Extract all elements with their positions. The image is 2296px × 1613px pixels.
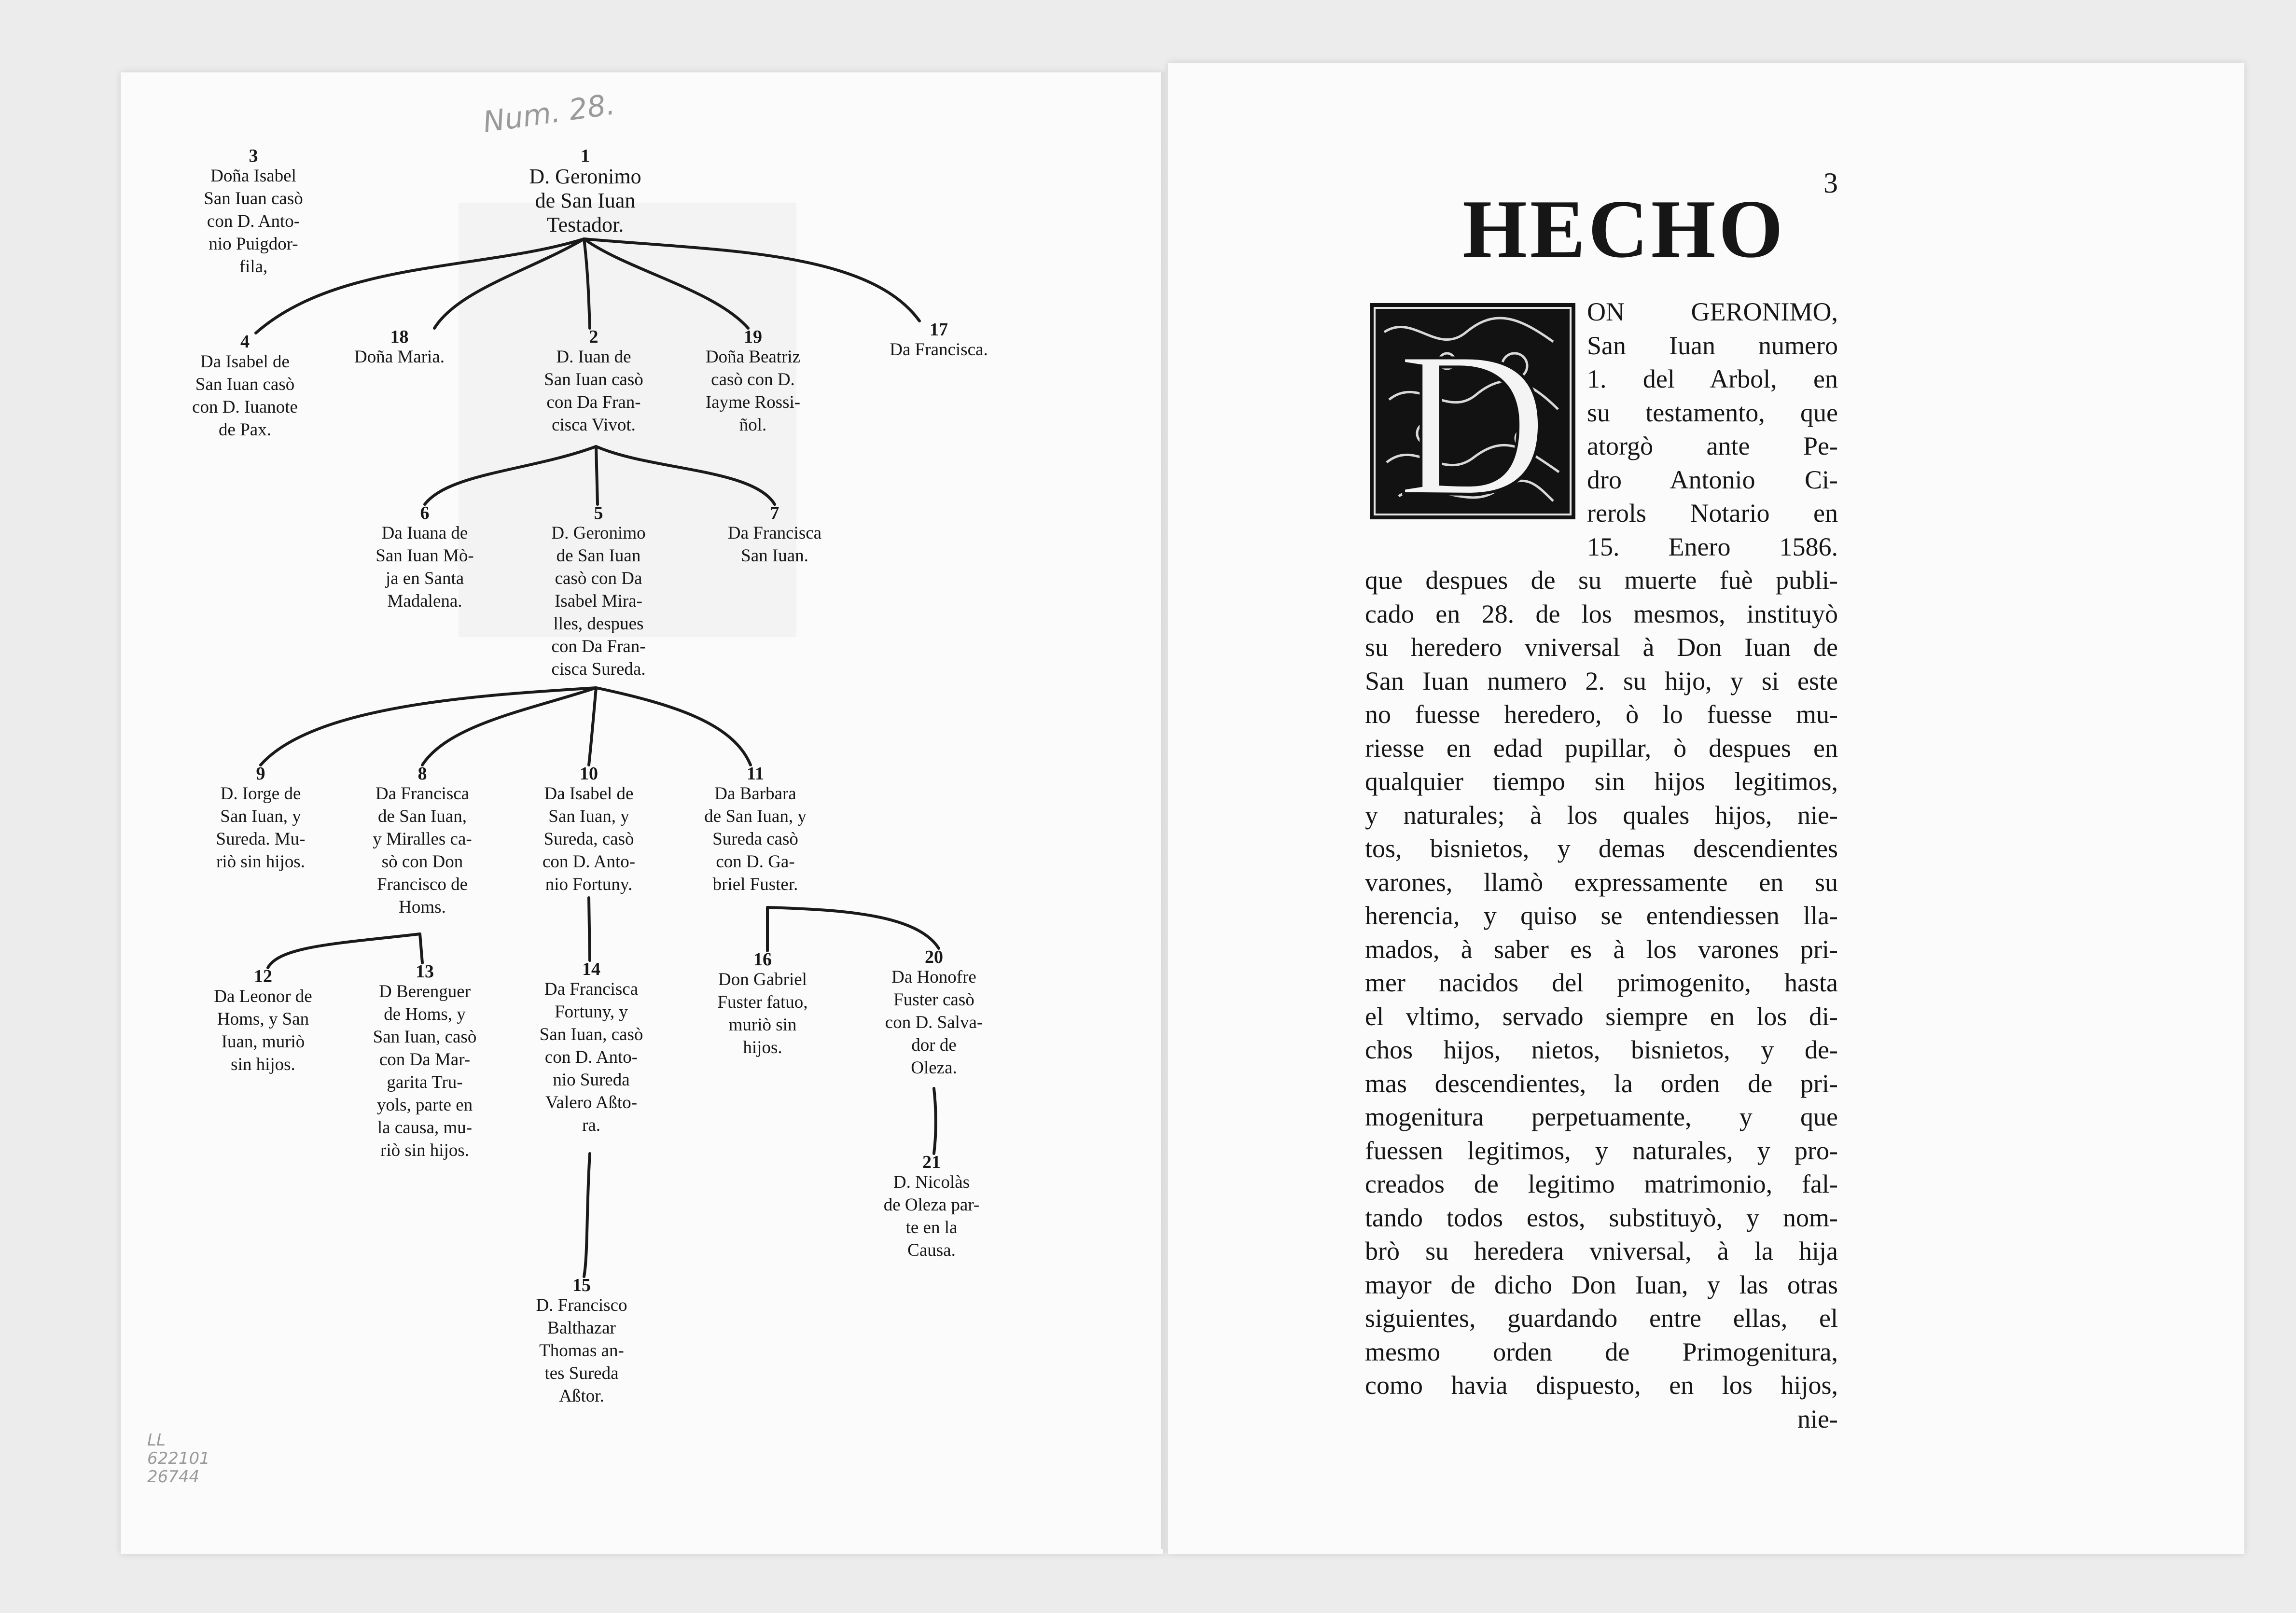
tree-node-number: 17 xyxy=(930,320,948,340)
text-line: mogenitura perpetuamente, y que xyxy=(1365,1102,1838,1131)
text-line: creados de legitimo matrimonio, fal- xyxy=(1365,1169,1838,1198)
text-line: que despues de su muerte fuè publi- xyxy=(1365,566,1838,595)
tree-node-text: D. Geronimo de San Iuan Testador. xyxy=(529,165,641,236)
tree-node-6 xyxy=(355,504,495,612)
tree-node-20 xyxy=(857,948,1011,1079)
tree-node-14 xyxy=(512,960,671,1137)
tree-node-10 xyxy=(512,765,666,896)
text-line: San Iuan numero xyxy=(1587,331,1838,360)
page-number: 3 xyxy=(1823,167,1838,199)
tree-node-number: 18 xyxy=(390,327,409,347)
text-line: mas descendientes, la orden de pri- xyxy=(1365,1069,1838,1098)
tree-node-text: Da Francisca Fortuny, y San Iuan, casò con D. Anto- nio Sureda Valero Aßto- ra. xyxy=(539,979,643,1135)
tree-node-number: 2 xyxy=(589,327,598,347)
text-line: rerols Notario en xyxy=(1587,499,1838,528)
tree-node-number: 21 xyxy=(922,1152,941,1172)
text-line: 1. del Arbol, en xyxy=(1587,364,1838,393)
handwritten-folio-note: Num. 28. xyxy=(481,87,617,139)
text-line: mesmo orden de Primogenitura, xyxy=(1365,1337,1838,1366)
text-line: cado en 28. de los mesmos, instituyò xyxy=(1365,599,1838,628)
tree-node-number: 16 xyxy=(753,949,772,970)
text-line: el vltimo, servado siempre en los di- xyxy=(1365,1001,1838,1031)
tree-node-16 xyxy=(685,951,840,1059)
tree-node-number: 10 xyxy=(580,764,598,784)
tree-node-text: D. Francisco Balthazar Thomas an- tes Sureda Aßtor. xyxy=(536,1295,627,1406)
tree-node-number: 6 xyxy=(420,503,430,523)
tree-node-number: 7 xyxy=(770,503,779,523)
tree-node-text: Doña Maria. xyxy=(354,347,445,367)
text-line: tos, bisnietos, y demas descendientes xyxy=(1365,834,1838,863)
tree-node-number: 13 xyxy=(416,961,434,982)
tree-node-number: 15 xyxy=(572,1275,591,1295)
text-line: atorgò ante Pe- xyxy=(1587,431,1838,460)
tree-node-1-testator xyxy=(502,147,668,237)
tree-node-text: Da Honofre Fuster casò con D. Salva- dor de Oleza. xyxy=(885,967,983,1078)
text-line: siguientes, guardando entre ellas, el xyxy=(1365,1304,1838,1333)
tree-node-21 xyxy=(859,1154,1004,1262)
text-line: chos hijos, nietos, bisnietos, y de- xyxy=(1365,1035,1838,1064)
tree-node-13 xyxy=(348,963,502,1162)
body-text xyxy=(1365,292,1838,1436)
text-line: y naturales; à los quales hijos, nie- xyxy=(1365,800,1838,830)
tree-node-number: 1 xyxy=(581,146,590,166)
tree-node-number: 8 xyxy=(417,764,427,784)
tree-node-19 xyxy=(681,328,825,436)
text-line: mados, à saber es à los varones pri- xyxy=(1365,934,1838,964)
text-line: qualquier tiempo sin hijos legitimos, xyxy=(1365,767,1838,796)
tree-node-number: 20 xyxy=(925,947,943,967)
tree-node-text: Da Francisca San Iuan. xyxy=(727,523,822,566)
tree-node-3 xyxy=(181,147,326,278)
tree-node-text: Da Francisca de San Iuan, y Miralles ca- sò con Don Francisco de Homs. xyxy=(373,784,472,917)
text-line: mer nacidos del primogenito, hasta xyxy=(1365,968,1838,997)
text-line: fuessen legitimos, y naturales, y pro- xyxy=(1365,1136,1838,1165)
tree-node-number: 19 xyxy=(744,327,762,347)
text-line: dro Antonio Ci- xyxy=(1587,465,1838,494)
tree-node-5 xyxy=(521,504,676,681)
tree-node-number: 5 xyxy=(594,503,603,523)
tree-node-text: Da Francisca. xyxy=(890,340,988,360)
tree-node-text: D. Nicolàs de Oleza par- te en la Causa. xyxy=(883,1172,980,1260)
text-line: tando todos estos, substituyò, y nom- xyxy=(1365,1203,1838,1232)
text-line: su heredero vniversal à Don Iuan de xyxy=(1365,633,1838,662)
text-line: brò su heredera vniversal, à la hija xyxy=(1365,1237,1838,1265)
tree-node-4 xyxy=(171,333,319,441)
tree-node-number: 11 xyxy=(747,764,764,784)
tree-node-text: Doña Isabel San Iuan casò con D. Anto- nio Puigdor- fila, xyxy=(204,166,303,277)
tree-node-11 xyxy=(676,765,835,896)
tree-node-text: Da Leonor de Homs, y San Iuan, muriò sin hijos. xyxy=(214,987,312,1074)
text-line: mayor de dicho Don Iuan, y las otras xyxy=(1365,1270,1838,1299)
tree-node-9 xyxy=(186,765,335,873)
text-line: San Iuan numero 2. su hijo, y si este xyxy=(1365,666,1838,695)
text-line: su testamento, que xyxy=(1587,398,1838,427)
text-line: 15. Enero 1586. xyxy=(1587,532,1838,561)
tree-node-text: D Berenguer de Homs, y San Iuan, casò con Da Mar- garita Tru- yols, parte en la causa, mu- riò sin hijos. xyxy=(373,982,477,1160)
tree-node-text: D. Geronimo de San Iuan casò con Da Isabel Mira- lles, despues con Da Fran- cisca Sureda. xyxy=(551,523,646,679)
drop-cap-letter: D xyxy=(1397,309,1548,519)
tree-node-text: D. Iuan de San Iuan casò con Da Fran- cisca Vivot. xyxy=(544,347,643,435)
tree-node-18 xyxy=(340,328,459,368)
text-line: como havia dispuesto, en los hijos, xyxy=(1365,1371,1838,1400)
tree-node-7 xyxy=(705,504,845,567)
text-line: varones, llamò expressamente en su xyxy=(1365,867,1838,897)
tree-node-text: Doña Beatriz casò con D. Iayme Rossi- ñol. xyxy=(705,347,801,435)
text-line: herencia, y quiso se entendiessen lla- xyxy=(1365,901,1838,930)
text-line: ON GERONIMO, xyxy=(1587,297,1838,326)
tree-node-number: 9 xyxy=(256,764,265,784)
tree-node-text: D. Iorge de San Iuan, y Sureda. Mu- riò sin hijos. xyxy=(216,784,306,872)
tree-node-text: Da Iuana de San Iuan Mò- ja en Santa Madalena. xyxy=(376,523,474,611)
tree-node-2 xyxy=(516,328,671,436)
tree-node-17 xyxy=(859,321,1018,361)
text-line: riesse en edad pupillar, ò despues en xyxy=(1365,733,1838,763)
section-heading: HECHO xyxy=(1462,183,1786,275)
tree-node-number: 14 xyxy=(582,959,600,979)
tree-node-12 xyxy=(188,968,338,1076)
tree-node-8 xyxy=(345,765,500,918)
tree-node-number: 4 xyxy=(240,332,250,352)
tree-node-15 xyxy=(504,1277,659,1407)
handwritten-shelfmark: LL 622101 26744 xyxy=(147,1431,210,1487)
catchword: nie- xyxy=(1797,1404,1838,1433)
tree-node-text: Da Isabel de San Iuan, y Sureda, casò con D. Anto- nio Fortuny. xyxy=(542,784,636,894)
tree-node-number: 3 xyxy=(249,146,258,166)
tree-node-text: Don Gabriel Fuster fatuo, muriò sin hijos. xyxy=(717,970,808,1057)
tree-node-number: 12 xyxy=(254,966,272,987)
tree-node-text: Da Isabel de San Iuan casò con D. Iuanote de Pax. xyxy=(192,352,298,440)
text-line: no fuesse heredero, ò lo fuesse mu- xyxy=(1365,700,1838,729)
tree-node-text: Da Barbara de San Iuan, y Sureda casò con D. Ga- briel Fuster. xyxy=(704,784,807,894)
